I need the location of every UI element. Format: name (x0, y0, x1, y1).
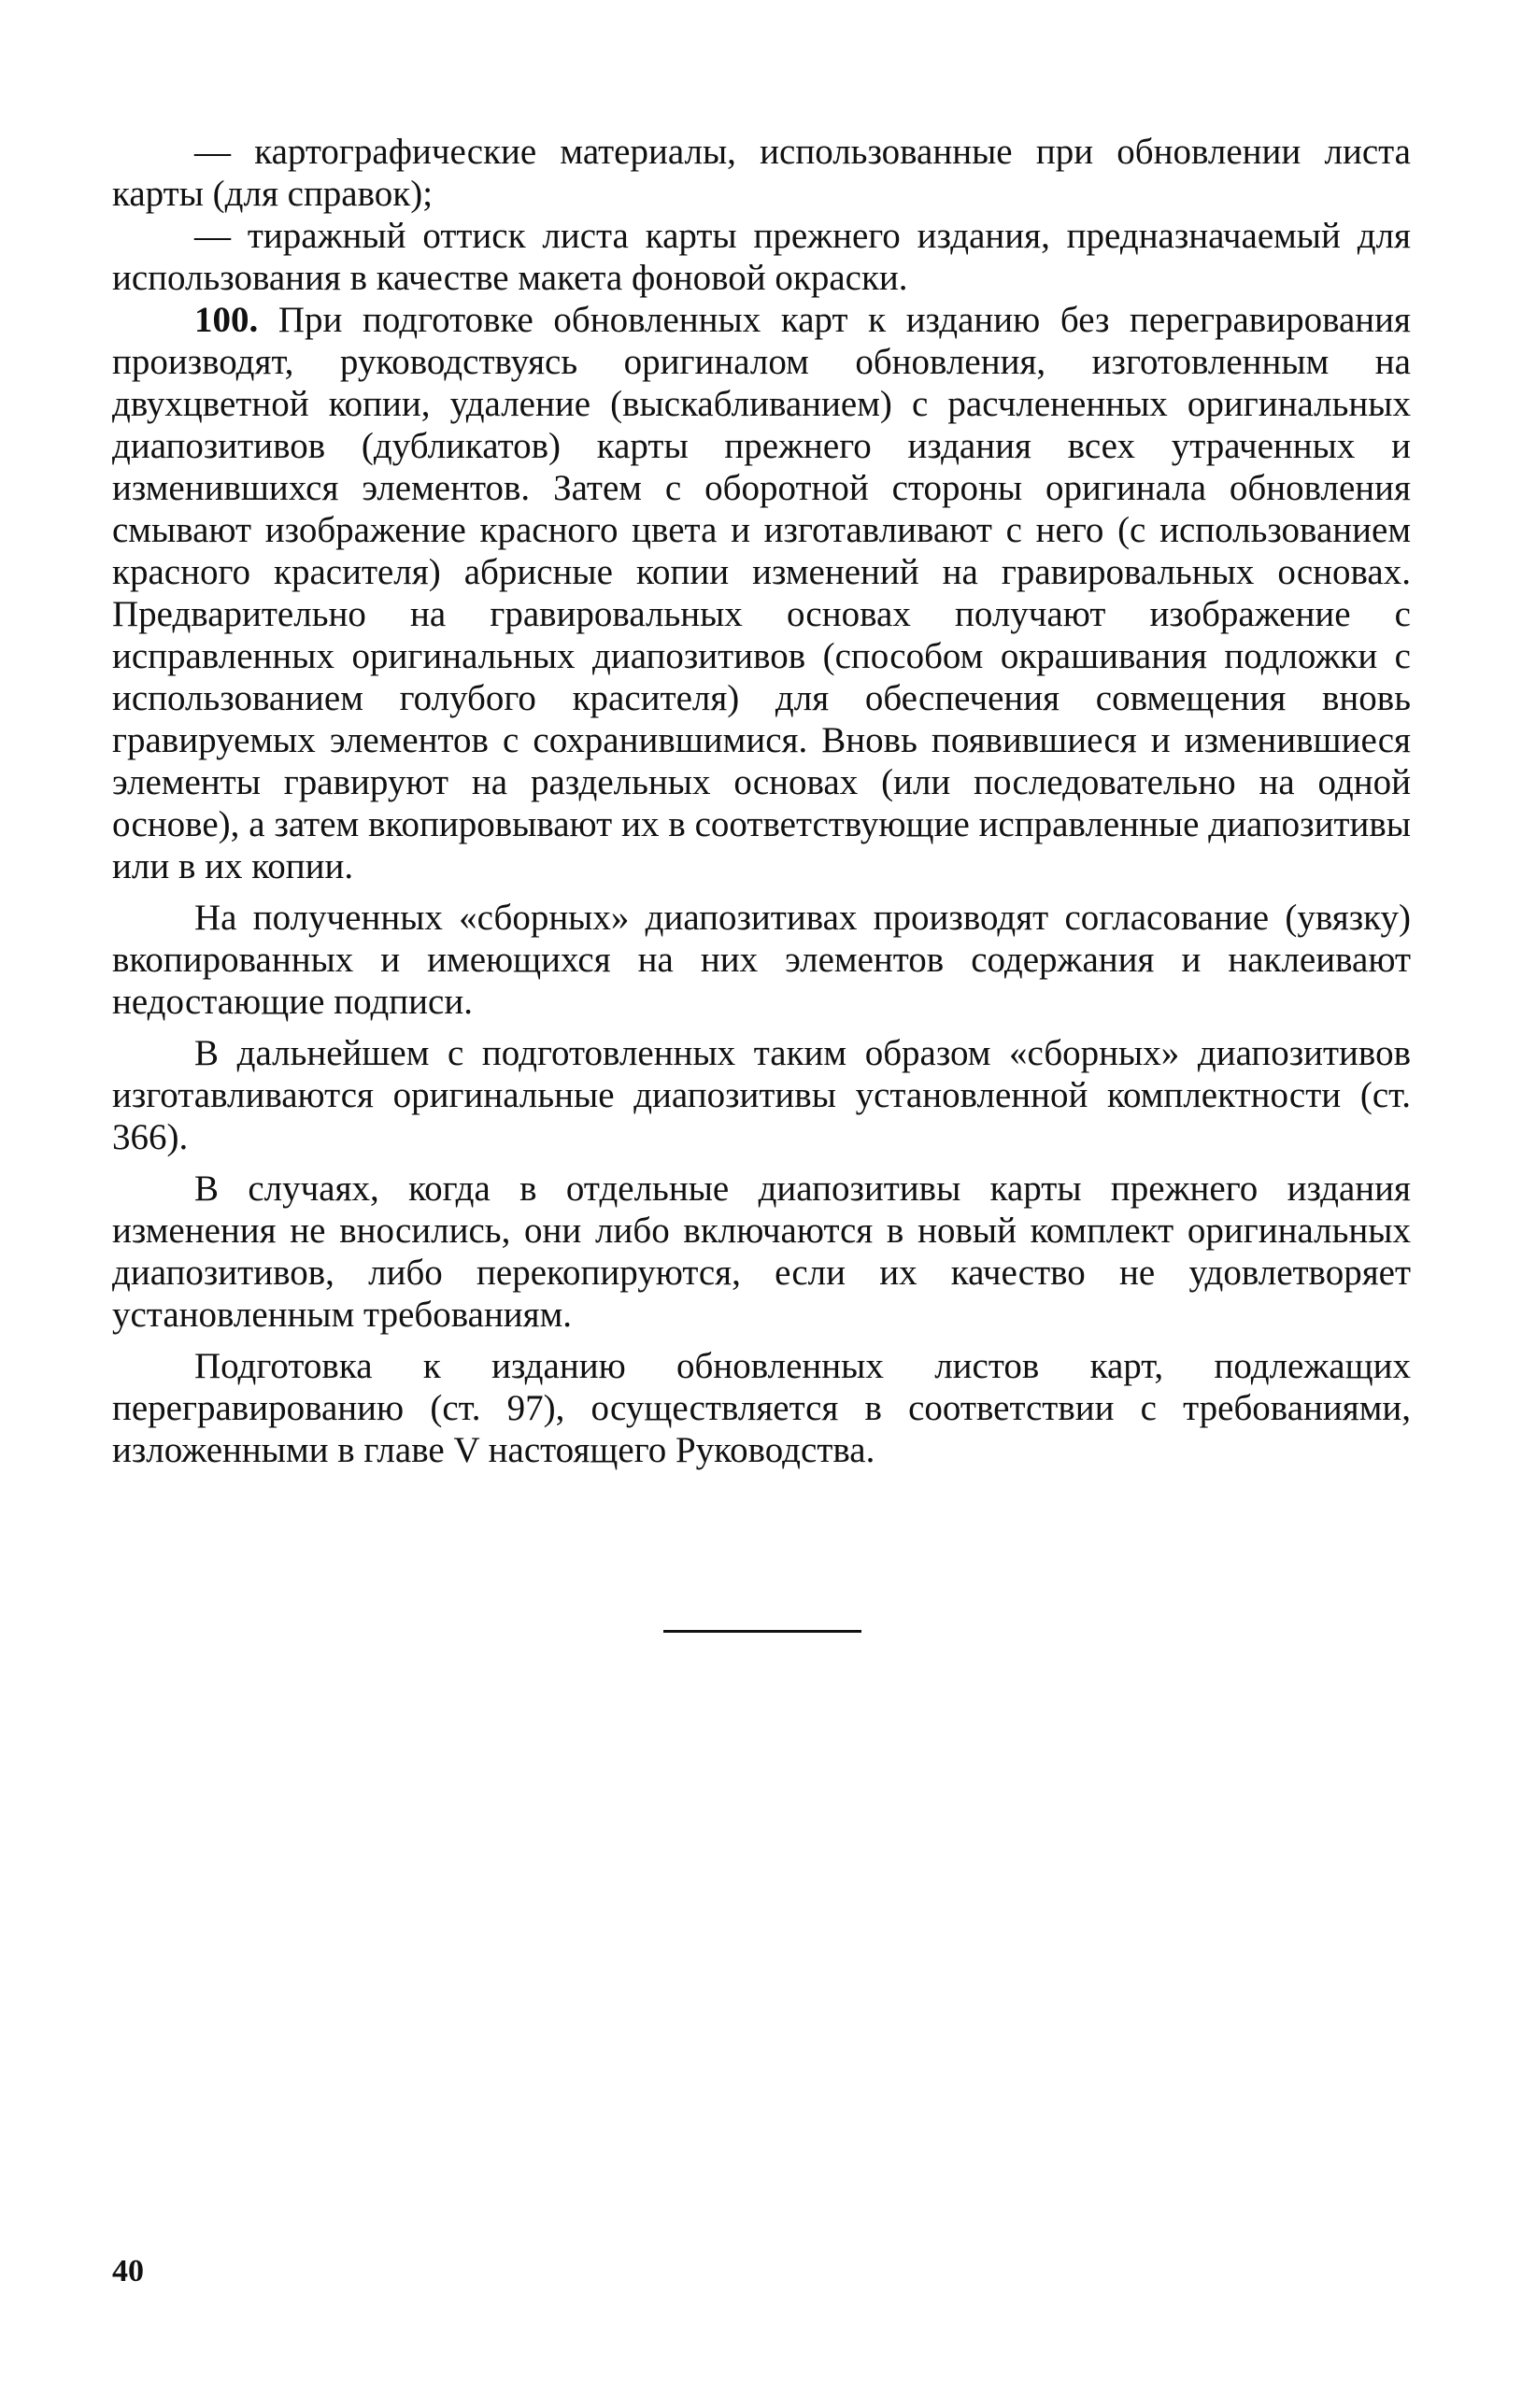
paragraph-assembled-positives: На полученных «сборных» диапозитивах производят согласование (увязку) вкопированных и имеющихся на них элементов содержания и наклеивают недостающие подписи. (112, 898, 1411, 1022)
section-100-paragraph (112, 299, 1411, 887)
list-item-print-copy: — тиражный оттиск листа карты прежнего издания, предназначаемый для использования в качестве макета фоновой окраски. (112, 216, 1411, 298)
paragraph-further-steps: В дальнейшем с подготовленных таким образом «сборных» диапозитивов изготавливаются оригинальные диапозитивы установленной комплектности (ст. 366). (112, 1033, 1411, 1157)
list-item-materials: — картографические материалы, использованные при обновлении листа карты (для справок); (112, 132, 1411, 214)
paragraph-reengraving: Подготовка к изданию обновленных листов карт, подлежащих перегравированию (ст. 97), осуществляется в соответствии с требованиями, изложенными в главе V настоящего Руководства. (112, 1346, 1411, 1470)
page-body (112, 131, 1411, 1471)
paragraph-unchanged-positives: В случаях, когда в отдельные диапозитивы карты прежнего издания изменения не вносились, они либо включаются в новый комплект оригинальных диапозитивов, либо перекопируются, если их качество не удовлетворяет установленным требованиям. (112, 1169, 1411, 1335)
section-divider (663, 1630, 861, 1633)
section-100-text: При подготовке обновленных карт к изданию без перегравирования производят, руководствуясь оригиналом обновления, изготовленным на двухцветной копии, удаление (выскабливанием) с расчлененных оригинальных диапозитивов (дубликатов) карты прежнего издания всех утраченных и изменившихся элементов. Затем с оборотной стороны оригинала обновления смывают изображение красного цвета и изготавливают с него (с использованием красного красителя) абрисные копии изменений на гравировальных основах. Предварительно на гравировальных основах получают изображение с исправленных оригинальных диапозитивов (способом окрашивания подложки с использованием голубого красителя) для обеспечения совмещения вновь гравируемых элементов с сохранившимися. Вновь появившиеся и изменившиеся элементы гравируют на раздельных основах (или последовательно на одной основе), а затем вкопировывают их в соответствующие исправленные диапозитивы или в их копии. (112, 300, 1411, 886)
section-number: 100. (194, 300, 259, 340)
page-number: 40 (112, 2254, 144, 2288)
